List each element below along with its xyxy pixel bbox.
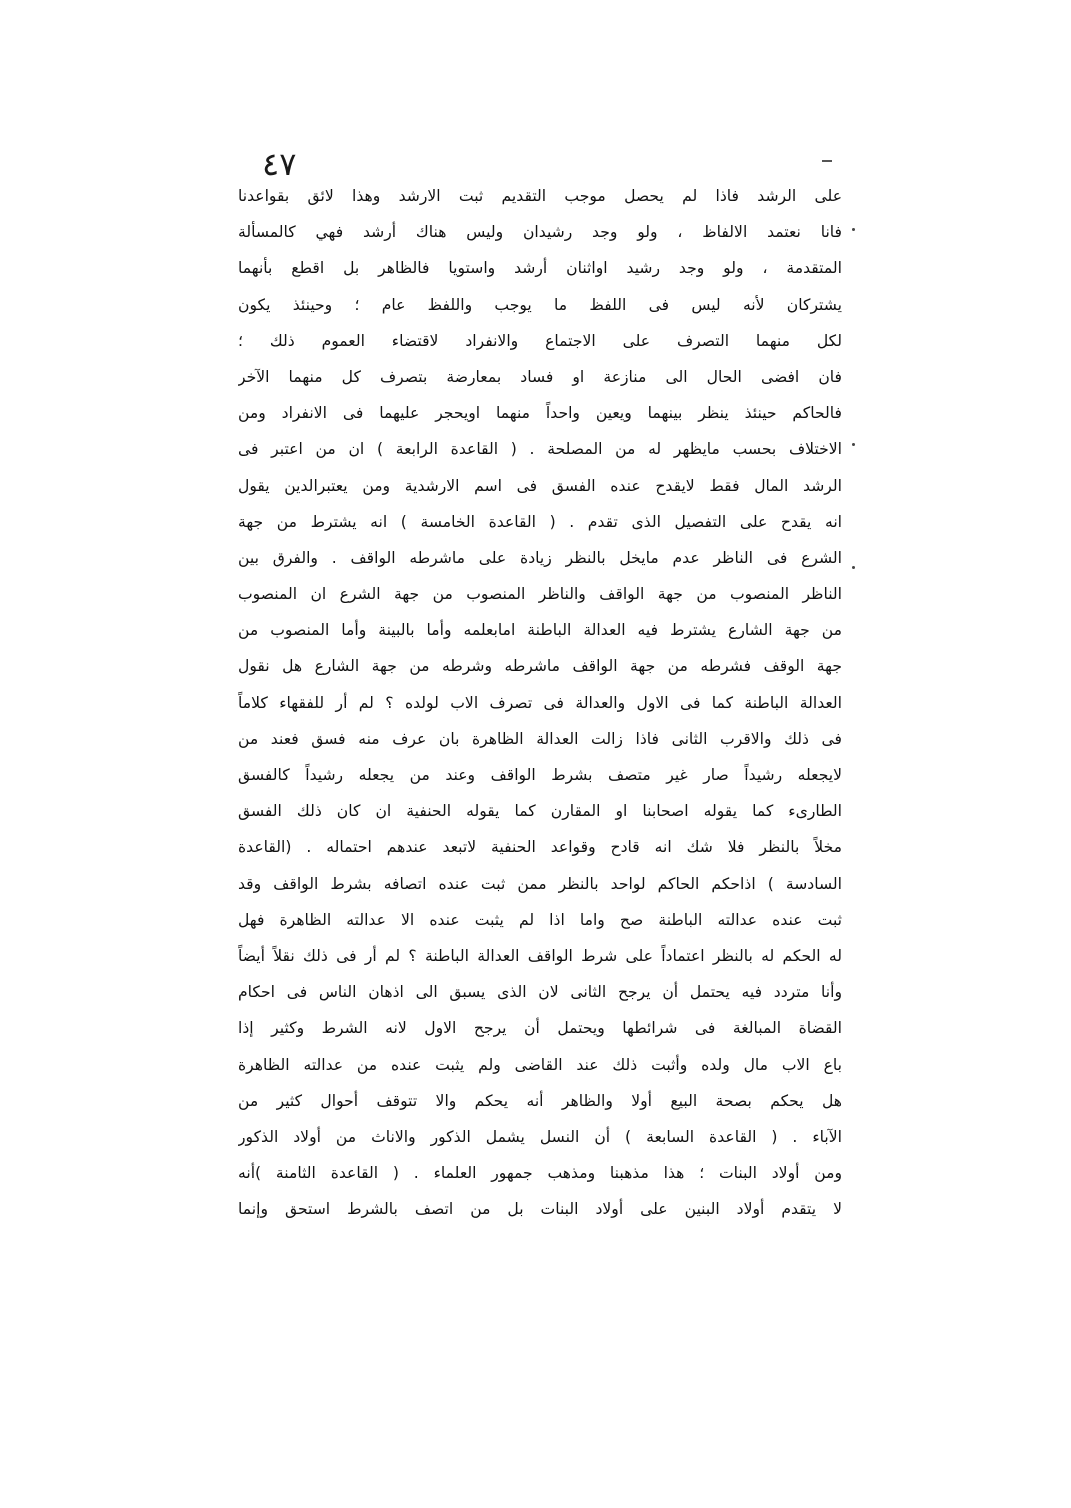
text-line: الشرع فى الناظر عدم مايخل بالنظر زيادة على ماشرطه الواقف . والفرق بين	[238, 548, 842, 567]
body-text	[238, 178, 842, 1227]
text-line: لايجعله رشيداً صار غير متصف بشرط الواقف وعند من يجعله رشيداً كالفسق	[238, 766, 842, 784]
text-line: يشتركان لأنه ليس فى اللفظ ما يوجب واللفظ عام ؛ وحينئذ يكون	[238, 295, 842, 314]
text-line: فان افضى الحال الى منازعة او فساد بمعارضة بتصرف كل منهما الآخر	[238, 367, 842, 386]
text-line: لا يتقدم أولاد البنين على أولاد البنات بل من اتصف بالشرط استحق وإنما	[238, 1200, 842, 1219]
text-line: ثبت عنده عدالته الباطنة صح واما اذا لم يثبت عنده الا عدالته الظاهرة فهل	[238, 910, 842, 929]
text-line: المتقدمة ، ولو وجد رشيد اواثنان أرشد واستويا فالظاهر بل اقطع بأنهما	[238, 259, 842, 278]
margin-mark	[852, 566, 855, 569]
text-line: العدالة الباطنة كما فى الاول والعدالة فى تصرف الاب لولده ؟ لم أر للفقهاء كلاماً	[238, 693, 842, 712]
text-line: له الحكم له بالنظر اعتماداً على شرط الواقف العدالة الباطنة ؟ لم أر فى ذلك نقلاً أيضاً	[238, 946, 842, 965]
text-line: جهة الوقف فشرطه من جهة الواقف ماشرطه وشرطه من جهة الشارع هل نقول	[238, 657, 842, 676]
text-line: وأنا متردد فيه يحتمل أن يرجح الثانى لان الذى يسبق الى اذهان الناس فى احكام	[238, 983, 842, 1002]
text-line: الآباء . ( القاعدة السابعة ) أن النسل يشمل الذكور والاناث من أولاد الذكور	[238, 1127, 842, 1146]
text-line: فانا نعتمد الالفاظ ، ولو وجد رشيدان وليس هناك أرشد فهي كالمسألة	[238, 223, 842, 242]
text-line: السادسة ) اذاحكم الحاكم لواحد بالنظر ممن ثبت عنده اتصافه بشرط الواقف وقد	[238, 874, 842, 893]
text-line: لكل منهما التصرف على الاجتماع والانفراد لاقتضاء العموم ذلك ؛	[238, 331, 842, 350]
text-line: الرشد المال فقط لايقدح عنده الفسق فى اسم الارشدية ومن يعتبرالدين يقول	[238, 476, 842, 495]
margin-mark	[852, 228, 855, 231]
text-line: باع الاب مال ولده وأثبت ذلك عند القاضى ولم يثبت عنده من عدالته الظاهرة	[238, 1055, 842, 1074]
text-line: هل يحكم بصحة البيع أولا والظاهر أنه يحكم والا تتوقف أحوال كثير من	[238, 1091, 842, 1110]
text-line: من جهة الشارع يشترط فيه العدالة الباطنة امابعلمه وأما بالبينة وأما المنصوب من	[238, 621, 842, 640]
page-number: ٤٧	[262, 145, 297, 183]
text-line: الاختلاف بحسب مايظهر له من المصلحة . ( القاعدة الرابعة ) ان من اعتبر فى	[238, 440, 842, 459]
text-line: فالحاكم حينئذ ينظر بينهما ويعين واحداً منهما اويحجر عليهما فى الانفراد ومن	[238, 404, 842, 423]
text-line: القضاة المبالغة فى شرائطها ويحتمل أن يرجح الاول لانه الشرط وكثير إذا	[238, 1019, 842, 1038]
margin-mark	[852, 443, 855, 446]
text-line: على الرشد فاذا لم يحصل موجب التقديم ثبت الارشد وهذا لائق بقواعدنا	[238, 187, 842, 205]
text-line: مخلاً بالنظر فلا شك انه قادح وقواعد الحنفية لاتبعد عندهم احتماله . (القاعدة	[238, 838, 842, 857]
text-line: فى ذلك والاقرب الثانى فاذا زالت العدالة الظاهرة بان عرف منه فسق فعند من	[238, 729, 842, 748]
text-line: ومن أولاد البنات ؛ هذا مذهبنا ومذهب جمهور العلماء . ( القاعدة الثامنة )أنه	[238, 1164, 842, 1183]
text-line: الناظر المنصوب من جهة الواقف والناظر المنصوب من جهة الشرع ان المنصوب	[238, 585, 842, 604]
text-line: الطارىء كما يقوله اصحابنا او المقارن كما يقوله الحنفية ان كان ذلك الفسق	[238, 802, 842, 821]
text-line: انه يقدح على التفصيل الذى تقدم . ( القاعدة الخامسة ) انه يشترط من جهة	[238, 512, 842, 531]
header-mark	[822, 160, 832, 162]
